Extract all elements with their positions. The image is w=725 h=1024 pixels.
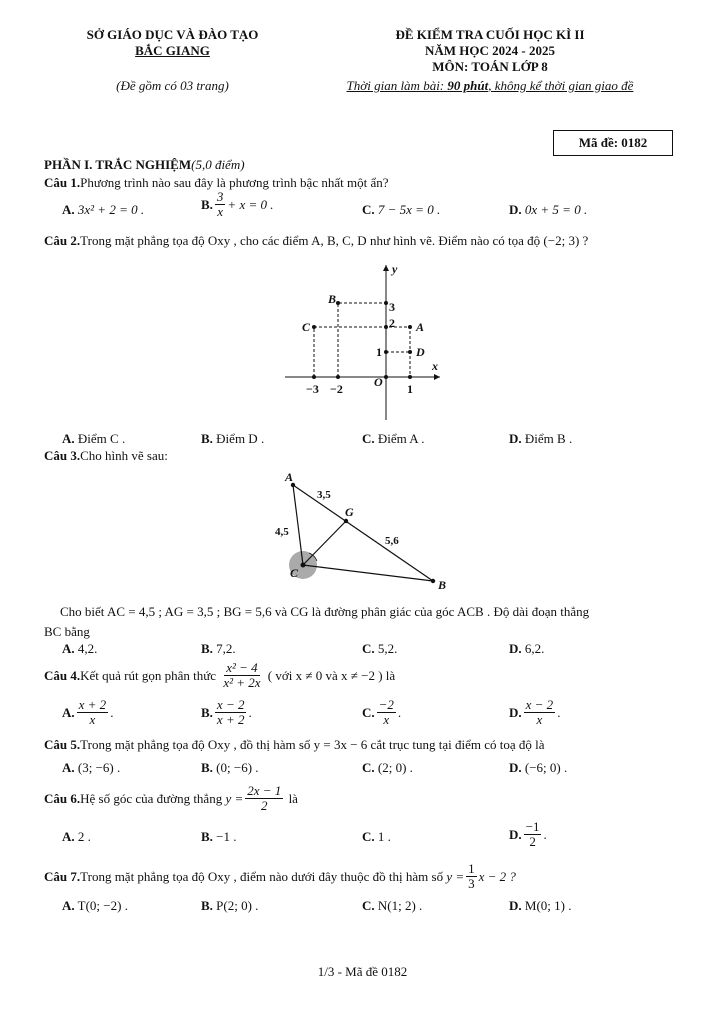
- point-c: [301, 563, 306, 568]
- label-a: A: [416, 320, 425, 334]
- q5-option-a[interactable]: [62, 760, 120, 776]
- q2-option-c-label: C.: [362, 431, 375, 446]
- label-d: D: [416, 345, 425, 359]
- q4-option-b-label: B.: [201, 704, 213, 720]
- q4-option-c-num: −2: [378, 697, 394, 712]
- q4-option-c-den: x: [383, 712, 390, 727]
- q6-frac-den: 2: [261, 798, 268, 813]
- q3-option-a[interactable]: [62, 641, 97, 657]
- q3-option-d-label: D.: [509, 641, 522, 656]
- time-note-suffix: , không kể thời gian giao đề: [488, 78, 634, 93]
- q6-option-c[interactable]: [362, 829, 391, 845]
- q3-option-b-label: B.: [201, 641, 213, 656]
- q4-option-a[interactable]: A. $\frac{x + 2}{x}$ .: [62, 697, 114, 727]
- q3-option-c[interactable]: [362, 641, 397, 657]
- q7-option-d[interactable]: [509, 898, 571, 914]
- q4-option-d-num: x − 2: [525, 697, 554, 712]
- label-y3: 3: [389, 300, 395, 314]
- q1-option-d[interactable]: [509, 202, 587, 218]
- q6-option-c-text: 1 .: [377, 829, 391, 844]
- label-origin: O: [374, 375, 383, 389]
- q2-option-d-label: D.: [509, 431, 522, 446]
- question-6: [44, 784, 298, 813]
- question-1-label: Câu 1.: [44, 175, 81, 190]
- point-b: [336, 301, 340, 305]
- q5-option-c-text: (2; 0) .: [377, 760, 413, 775]
- label-ag: 3,5: [317, 489, 331, 501]
- section-points: (5,0 điểm): [191, 157, 245, 172]
- question-3: [44, 448, 168, 464]
- q2-option-b-label: B.: [201, 431, 213, 446]
- q1-option-d-label: D.: [509, 202, 522, 217]
- tick-x1: [408, 375, 412, 379]
- label-ac: 4,5: [275, 526, 289, 538]
- question-5-label: Câu 5.: [44, 737, 81, 752]
- question-3-text: Cho hình vẽ sau:: [80, 448, 168, 463]
- q4-option-b-num: x − 2: [216, 697, 245, 712]
- province-name: [60, 43, 285, 59]
- school-year: NĂM HỌC 2024 - 2025: [425, 43, 555, 58]
- q3-triangle-figure: [265, 465, 465, 595]
- q5-option-d-text: (−6; 0) .: [524, 760, 568, 775]
- q7-option-c-label: C.: [362, 898, 375, 913]
- label-b: B: [438, 578, 447, 592]
- q1-option-a-text: 3x² + 2 = 0 .: [77, 202, 145, 217]
- department-name: SỞ GIÁO DỤC VÀ ĐÀO TẠO: [86, 27, 259, 42]
- question-7: [44, 862, 516, 891]
- q7-option-a[interactable]: [62, 898, 128, 914]
- label-c: C: [302, 320, 311, 334]
- q6-frac-num: 2x − 1: [247, 783, 282, 798]
- q3-option-c-text: 5,2.: [377, 641, 398, 656]
- guide-b: [338, 303, 386, 377]
- question-2-label: Câu 2.: [44, 233, 81, 248]
- q2-option-d[interactable]: [509, 431, 572, 447]
- q1-option-b-tail: + x = 0 .: [227, 196, 274, 212]
- q3-option-a-text: 4,2.: [77, 641, 98, 656]
- q3-option-b[interactable]: [201, 641, 236, 657]
- label-b: B: [328, 292, 337, 306]
- q6-option-d-tail: .: [543, 826, 547, 842]
- question-1-text: Phương trình nào sau đây là phương trình bậc nhất một ẩn?: [80, 175, 389, 190]
- q3-option-b-text: 7,2.: [216, 641, 236, 656]
- q4-option-a-den: x: [89, 712, 96, 727]
- q2-option-c-text: Điểm A .: [377, 431, 425, 446]
- q6-tail: là: [288, 790, 298, 806]
- q1-option-a-label: A.: [62, 202, 75, 217]
- tick-xm2: [336, 375, 340, 379]
- question-7-label: Câu 7.: [44, 868, 81, 884]
- q7-tail: x − 2 ?: [478, 868, 516, 884]
- q6-option-d-den: 2: [529, 834, 536, 849]
- q1-option-b-num: 3: [216, 189, 224, 204]
- q5-option-c[interactable]: [362, 760, 413, 776]
- q4-option-b-den: x + 2: [216, 712, 245, 727]
- section-title: [44, 157, 245, 173]
- q4-option-a-label: A.: [62, 704, 75, 720]
- tick-y2: [384, 325, 388, 329]
- question-2: [44, 233, 588, 249]
- q4-option-a-num: x + 2: [78, 697, 107, 712]
- point-b: [431, 579, 435, 583]
- q6-option-d-label: D.: [509, 826, 522, 842]
- point-c: [312, 325, 316, 329]
- label-g: G: [345, 505, 354, 519]
- q6-lhs: y =: [225, 790, 244, 806]
- q6-option-b-label: B.: [201, 829, 213, 844]
- q6-option-d[interactable]: [509, 820, 547, 849]
- q6-option-d-num: −1: [525, 819, 540, 834]
- subject: MÔN: TOÁN LỚP 8: [432, 59, 548, 74]
- q2-coordinate-figure: [270, 255, 450, 425]
- label-y: y: [392, 262, 398, 276]
- question-7-text: Trong mặt phẳng tọa độ Oxy , điểm nào dưới đây thuộc đồ thị hàm số: [80, 868, 444, 884]
- q7-option-c[interactable]: [362, 898, 422, 914]
- q4-option-b[interactable]: B. $\frac{x - 2}{x + 2}$ .: [201, 697, 252, 727]
- province-name-text: BẮC GIANG: [135, 43, 210, 58]
- q2-option-c[interactable]: [362, 431, 424, 447]
- q7-option-a-label: A.: [62, 898, 75, 913]
- q4-frac-num: x² − 4: [226, 660, 258, 675]
- label-y1: 1: [376, 345, 382, 359]
- q6-option-b-text: −1 .: [216, 829, 237, 844]
- q7-option-d-label: D.: [509, 898, 522, 913]
- q4-option-d-label: D.: [509, 704, 522, 720]
- page-footer: 1/3 - Mã đề 0182: [317, 964, 408, 979]
- q5-option-b-label: B.: [201, 760, 213, 775]
- q6-option-c-label: C.: [362, 829, 375, 844]
- question-6-label: Câu 6.: [44, 790, 81, 806]
- label-x: x: [432, 359, 438, 373]
- q1-option-c-label: C.: [362, 202, 375, 217]
- q1-option-b-label: B.: [201, 196, 213, 212]
- q7-frac-den: 3: [468, 876, 475, 891]
- q4-option-c[interactable]: C. $\frac{-2}{x}$ .: [362, 697, 402, 727]
- q2-option-b-text: Điểm D .: [216, 431, 265, 446]
- label-y2: 2: [389, 316, 395, 330]
- label-xm2: −2: [330, 382, 343, 396]
- tick-y3: [384, 301, 388, 305]
- q3-body-line1: Cho biết AC = 4,5 ; AG = 3,5 ; BG = 5,6 và CG là đường phân giác của góc ACB . Độ dài đoạn thẳng: [60, 604, 590, 619]
- q1-option-c-text: 7 − 5x = 0 .: [377, 202, 441, 217]
- label-gb: 5,6: [385, 535, 399, 547]
- question-5: [44, 737, 545, 753]
- q4-condition: ( với x ≠ 0 và x ≠ −2 ) là: [267, 667, 396, 683]
- q3-option-d[interactable]: [509, 641, 544, 657]
- q1-option-b-den: x: [217, 204, 224, 219]
- q6-option-a-text: 2 .: [77, 829, 91, 844]
- q2-option-b[interactable]: [201, 431, 264, 447]
- question-4-text: Kết quả rút gọn phân thức: [80, 667, 217, 683]
- q5-option-a-label: A.: [62, 760, 75, 775]
- q6-option-a-label: A.: [62, 829, 75, 844]
- question-4: [44, 661, 395, 690]
- q1-option-c[interactable]: [362, 202, 440, 218]
- exam-title: ĐỀ KIỂM TRA CUỐI HỌC KÌ II: [395, 27, 585, 42]
- origin-point: [384, 375, 388, 379]
- q7-option-c-text: N(1; 2) .: [377, 898, 423, 913]
- q2-option-a[interactable]: [62, 431, 125, 447]
- q7-lhs: y =: [446, 868, 465, 884]
- bisector-cg: [303, 521, 346, 565]
- question-3-label: Câu 3.: [44, 448, 81, 463]
- q7-option-a-text: T(0; −2) .: [77, 898, 128, 913]
- question-4-label: Câu 4.: [44, 667, 81, 683]
- q5-option-b[interactable]: [201, 760, 259, 776]
- q7-option-d-text: M(0; 1) .: [524, 898, 572, 913]
- tick-y1: [384, 350, 388, 354]
- time-note: [328, 78, 652, 94]
- q1-option-b[interactable]: [201, 190, 274, 219]
- q3-body-line2: BC bằng: [44, 624, 90, 639]
- question-6-text: Hệ số góc của đường thẳng: [80, 790, 223, 806]
- guide-c-a: [314, 327, 410, 377]
- label-x1: 1: [407, 382, 413, 396]
- q2-option-d-text: Điểm B .: [524, 431, 573, 446]
- q6-option-b[interactable]: [201, 829, 237, 845]
- q5-option-c-label: C.: [362, 760, 375, 775]
- q5-option-a-text: (3; −6) .: [77, 760, 121, 775]
- q5-option-d-label: D.: [509, 760, 522, 775]
- q3-option-c-label: C.: [362, 641, 375, 656]
- q7-option-b[interactable]: [201, 898, 258, 914]
- question-2-text: Trong mặt phẳng tọa độ Oxy , cho các điểm A, B, C, D như hình vẽ. Điểm nào có tọa độ (−2; 3) ?: [80, 233, 589, 248]
- q7-frac-num: 1: [468, 861, 475, 876]
- q4-option-c-label: C.: [362, 704, 375, 720]
- q2-option-a-text: Điểm C .: [77, 431, 126, 446]
- q4-frac-den: x² + 2x: [223, 675, 261, 690]
- q2-option-a-label: A.: [62, 431, 75, 446]
- q3-option-d-text: 6,2.: [524, 641, 545, 656]
- label-a: A: [285, 470, 294, 484]
- q7-option-b-text: P(2; 0) .: [216, 898, 259, 913]
- q1-option-d-text: 0x + 5 = 0 .: [524, 202, 588, 217]
- section-title-text: PHẦN I. TRẮC NGHIỆM: [44, 157, 192, 172]
- q6-option-a[interactable]: [62, 829, 91, 845]
- q4-option-d[interactable]: D. $\frac{x - 2}{x}$ .: [509, 697, 561, 727]
- q3-option-a-label: A.: [62, 641, 75, 656]
- time-note-prefix: Thời gian làm bài:: [346, 78, 448, 93]
- time-note-duration: 90 phút: [447, 78, 489, 93]
- q5-option-b-text: (0; −6) .: [216, 760, 259, 775]
- q4-option-d-den: x: [536, 712, 543, 727]
- point-a: [408, 325, 412, 329]
- q7-option-b-label: B.: [201, 898, 213, 913]
- point-d: [408, 350, 412, 354]
- q5-option-d[interactable]: [509, 760, 567, 776]
- label-xm3: −3: [306, 382, 319, 396]
- exam-code-box: Mã đề: 0182: [553, 130, 673, 156]
- question-5-text: Trong mặt phẳng tọa độ Oxy , đồ thị hàm số y = 3x − 6 cắt trục tung tại điểm có toạ độ là: [80, 737, 545, 752]
- label-c: C: [290, 566, 299, 580]
- tick-xm3: [312, 375, 316, 379]
- page-count-note: (Đề gồm có 03 trang): [116, 78, 229, 93]
- q1-option-a[interactable]: [62, 202, 144, 218]
- point-g: [344, 519, 348, 523]
